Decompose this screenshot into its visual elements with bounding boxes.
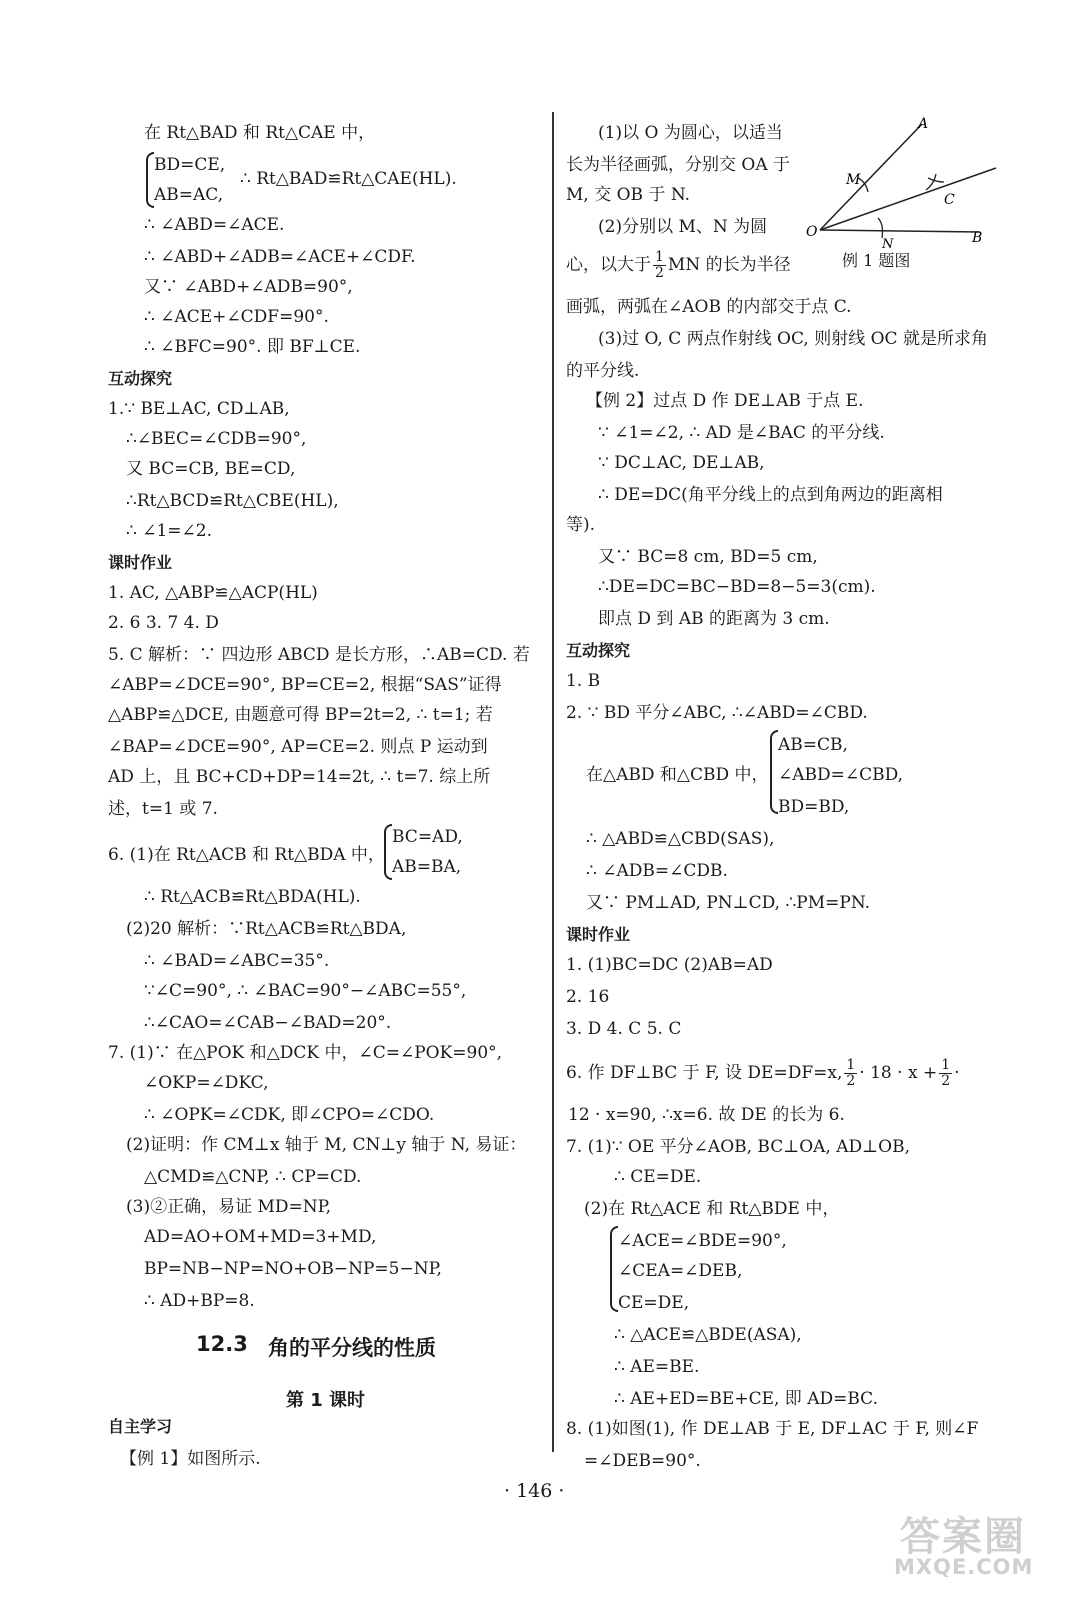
text-line: ∴ DE=DC(角平分线上的点到角两边的距离相 <box>598 485 943 505</box>
text-line: 又 BC=CB, BE=CD, <box>126 459 296 479</box>
text-line: 在 Rt△BAD 和 Rt△CAE 中， <box>144 123 376 143</box>
fraction <box>939 1058 952 1089</box>
watermark-text: 答案圈 <box>900 1514 1026 1560</box>
text-line: ∴ AE=BE. <box>614 1357 700 1377</box>
text-line: (2)证明：作 CM⊥x 轴于 M, CN⊥y 轴于 N, 易证： <box>126 1135 527 1155</box>
fraction-denominator: 2 <box>655 265 664 281</box>
text-line: M, 交 OB 于 N. <box>566 185 691 205</box>
text-line: ∴∠CAO=∠CAB−∠BAD=20°. <box>144 1013 392 1033</box>
text-line <box>566 1058 960 1089</box>
text-line: ∴ ∠OPK=∠CDK, 即∠CPO=∠CDO. <box>144 1105 435 1125</box>
text-line: ∴ ∠1=∠2. <box>126 521 212 541</box>
text-line: 7. (1)∵ 在△POK 和△DCK 中，∠C=∠POK=90°, <box>108 1043 503 1063</box>
angle-bisector-figure <box>804 112 1000 272</box>
text-line: 1. AC, △ABP≌△ACP(HL) <box>108 583 318 603</box>
text-line: (3)②正确，易证 MD=NP, <box>126 1197 332 1217</box>
text-line: ∴ ∠ADB=∠CDB. <box>586 861 728 881</box>
label-N: N <box>882 237 894 252</box>
fraction-numerator: 1 <box>655 249 664 265</box>
text-line: ∴ AE+ED=BE+CE, 即 AD=BC. <box>614 1389 878 1409</box>
text-line: ∵∠C=90°, ∴ ∠BAC=90°−∠ABC=55°, <box>144 981 467 1001</box>
text-line: 1. (1)BC=DC (2)AB=AD <box>566 955 773 975</box>
text-line: ∴ ∠ABD+∠ADB=∠ACE+∠CDF. <box>144 247 416 267</box>
text-line: 7. (1)∵ OE 平分∠AOB, BC⊥OA, AD⊥OB, <box>566 1137 910 1157</box>
text-line: 又∵ PM⊥AD, PN⊥CD, ∴PM=PN. <box>586 893 871 913</box>
text-line: AB=AC, <box>154 185 224 205</box>
text-line: 2. 16 <box>566 987 610 1007</box>
watermark-url: MXQE.COM <box>894 1555 1034 1579</box>
text-line: 在△ABD 和△CBD 中， <box>586 765 769 785</box>
label-M: M <box>846 172 861 188</box>
section-heading: 课时作业 <box>108 553 173 572</box>
section-heading: 课时作业 <box>566 925 631 944</box>
text-line: 3. D 4. C 5. C <box>566 1019 682 1039</box>
fraction-numerator: 1 <box>941 1057 951 1073</box>
ray-OB <box>820 230 980 232</box>
text-line: 5. C 解析：∵ 四边形 ABCD 是长方形，∴AB=CD. 若 <box>108 645 530 665</box>
text-line: ∴ ∠BAD=∠ABC=35°. <box>144 951 330 971</box>
text-line: 6. (1)在 Rt△ACB 和 Rt△BDA 中， <box>108 845 385 865</box>
text-line: ∠CEA=∠DEB, <box>618 1261 743 1281</box>
watermark-logo <box>890 1505 1060 1585</box>
ray-OA <box>820 124 922 230</box>
text-line: ∠OKP=∠DKC, <box>144 1073 269 1093</box>
text-line: ∠ACE=∠BDE=90°, <box>618 1231 787 1251</box>
text-line: BC=AD, <box>392 827 463 847</box>
text-fragment: 6. 作 DF⊥BC 于 F, 设 DE=DF=x, <box>566 1063 843 1083</box>
section-heading: 互动探究 <box>108 369 173 388</box>
fraction-numerator: 1 <box>846 1057 856 1073</box>
label-A: A <box>918 116 929 132</box>
text-line: △CMD≌△CNP, ∴ CP=CD. <box>144 1167 362 1187</box>
text-line: △ABP≌△DCE, 由题意可得 BP=2t=2, ∴ t=1; 若 <box>108 705 493 725</box>
text-line: =∠DEB=90°. <box>584 1451 701 1471</box>
brace <box>770 730 778 814</box>
text-line: ∴ ∠BFC=90°. 即 BF⊥CE. <box>144 337 361 357</box>
text-line: 12 · x=90, ∴x=6. 故 DE 的长为 6. <box>568 1105 845 1125</box>
text-line: ∴ Rt△ACB≌Rt△BDA(HL). <box>144 887 361 907</box>
fraction-denominator: 2 <box>846 1073 856 1089</box>
text-line: (2)分别以 M、N 为圆 <box>598 217 768 237</box>
text-line: 即点 D 到 AB 的距离为 3 cm. <box>598 609 830 629</box>
figure-svg <box>804 112 1000 272</box>
text-line: ∴ CE=DE. <box>614 1167 702 1187</box>
text-line: ∴ △ABD≌△CBD(SAS), <box>586 829 775 849</box>
text-line: 等). <box>566 515 596 535</box>
text-line: AB=CB, <box>778 735 848 755</box>
figure-caption: 例 1 题图 <box>842 251 911 270</box>
text-fragment: 心，以大于 <box>566 255 651 275</box>
text-line: 又∵ ∠ABD+∠ADB=90°, <box>144 277 353 297</box>
text-line: BD=BD, <box>778 797 850 817</box>
text-line: 2. ∵ BD 平分∠ABC, ∴∠ABD=∠CBD. <box>566 703 868 723</box>
fraction-denominator: 2 <box>941 1073 951 1089</box>
text-line: ∠BAP=∠DCE=90°, AP=CE=2. 则点 P 运动到 <box>108 737 488 757</box>
section-title: 角的平分线的性质 <box>268 1336 436 1360</box>
text-line: ∴ ∠ABD=∠ACE. <box>144 215 285 235</box>
arc-C1 <box>928 178 944 182</box>
text-line: 【例 1】如图所示. <box>120 1449 261 1469</box>
text-line: AB=BA, <box>392 857 462 877</box>
text-line: BD=CE, <box>154 155 226 175</box>
lesson-title: 第 1 课时 <box>286 1390 366 1411</box>
arc-N <box>878 218 883 238</box>
text-line: ∴∠BEC=∠CDB=90°, <box>126 429 307 449</box>
text-line: ∠ABP=∠DCE=90°, BP=CE=2, 根据“SAS”证得 <box>108 675 502 695</box>
text-line: ∵ DC⊥AC, DE⊥AB, <box>598 453 765 473</box>
fraction <box>653 250 666 281</box>
text-line: ∴ AD+BP=8. <box>144 1291 255 1311</box>
text-line: 的平分线. <box>566 361 640 381</box>
text-line: ∠ABD=∠CBD, <box>778 765 904 785</box>
text-line: ∴ △ACE≌△BDE(ASA), <box>614 1325 802 1345</box>
text-line: BP=NB−NP=NO+OB−NP=5−NP, <box>144 1259 442 1279</box>
text-line: 1. B <box>566 671 601 691</box>
label-O: O <box>806 224 818 240</box>
text-line: ∴ Rt△BAD≌Rt△CAE(HL). <box>240 169 457 189</box>
text-line: ∴DE=DC=BC−BD=8−5=3(cm). <box>598 577 876 597</box>
text-line: (3)过 O, C 两点作射线 OC, 则射线 OC 就是所求角 <box>598 329 988 349</box>
text-line: CE=DE, <box>618 1293 690 1313</box>
text-line <box>566 250 791 281</box>
text-line: 1.∵ BE⊥AC, CD⊥AB, <box>108 399 290 419</box>
fraction <box>844 1058 857 1089</box>
text-line: ∵ ∠1=∠2, ∴ AD 是∠BAC 的平分线. <box>598 423 885 443</box>
column-divider <box>552 112 554 1452</box>
text-line: 8. (1)如图(1), 作 DE⊥AB 于 E, DF⊥AC 于 F, 则∠F <box>566 1419 979 1439</box>
text-line: 又∵ BC=8 cm, BD=5 cm, <box>598 547 818 567</box>
text-line: 长为半径画弧，分别交 OA 于 <box>566 155 791 175</box>
text-fragment: MN 的长为半径 <box>667 255 791 275</box>
label-C: C <box>944 192 955 208</box>
section-heading: 互动探究 <box>566 641 631 660</box>
text-fragment: · <box>954 1063 960 1083</box>
text-line: AD=AO+OM+MD=3+MD, <box>144 1227 377 1247</box>
text-line: (2)20 解析：∵Rt△ACB≌Rt△BDA, <box>126 919 407 939</box>
label-B: B <box>972 230 983 246</box>
text-line: ∴ ∠ACE+∠CDF=90°. <box>144 307 329 327</box>
section-number: 12.3 <box>196 1332 248 1356</box>
text-line: 2. 6 3. 7 4. D <box>108 613 219 633</box>
page-number: · 146 · <box>504 1480 565 1502</box>
brace <box>146 152 154 208</box>
arc-C2 <box>926 174 936 190</box>
brace <box>384 824 392 880</box>
text-line: 述，t=1 或 7. <box>108 799 218 819</box>
text-line: 画弧，两弧在∠AOB 的内部交于点 C. <box>566 297 852 317</box>
text-line: AD 上，且 BC+CD+DP=14=2t, ∴ t=7. 综上所 <box>108 767 491 787</box>
text-line: (1)以 O 为圆心，以适当 <box>598 123 783 143</box>
text-line: ∴Rt△BCD≌Rt△CBE(HL), <box>126 491 339 511</box>
text-line: 【例 2】过点 D 作 DE⊥AB 于点 E. <box>586 391 864 411</box>
text-line: (2)在 Rt△ACE 和 Rt△BDE 中， <box>584 1199 840 1219</box>
section-heading: 自主学习 <box>108 1417 173 1436</box>
brace <box>610 1226 618 1312</box>
text-fragment: · 18 · x + <box>859 1063 938 1083</box>
